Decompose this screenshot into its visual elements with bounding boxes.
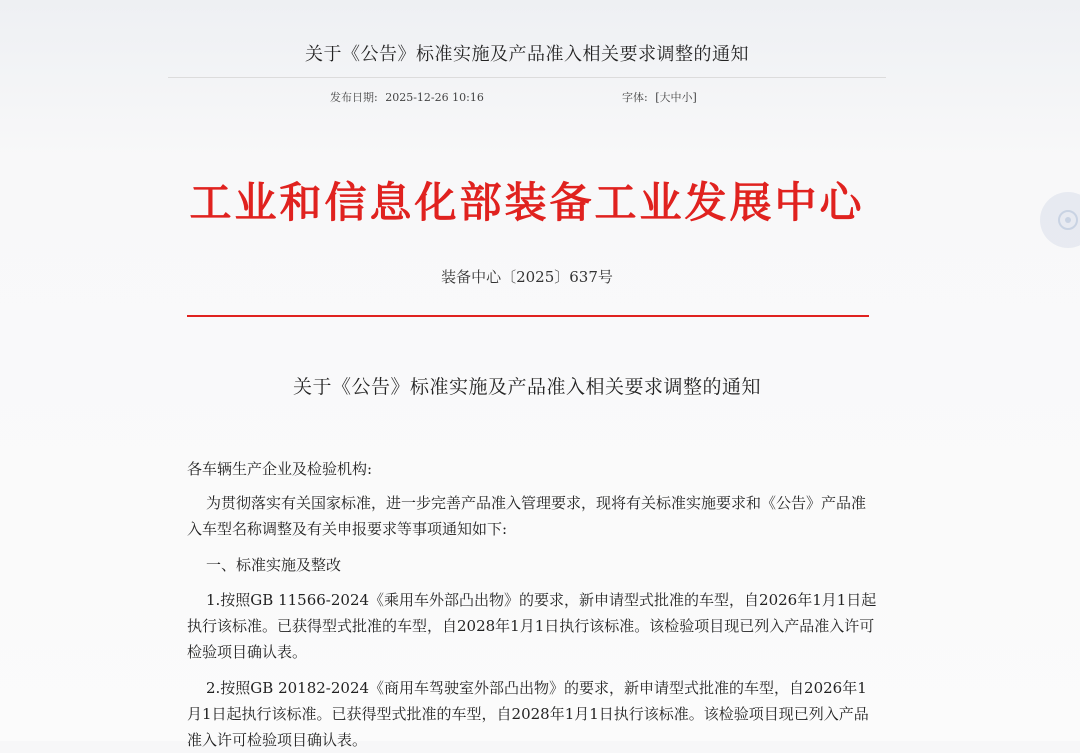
red-divider <box>187 315 869 317</box>
font-size-selector <box>622 89 701 105</box>
intro-paragraph: 为贯彻落实有关国家标准，进一步完善产品准入管理要求，现将有关标准实施要求和《公告》产品准入车型名称调整及有关申报要求等事项通知如下: <box>187 494 867 538</box>
document-number: 装备中心〔2025〕637号 <box>441 268 613 286</box>
publish-date-row <box>330 89 488 105</box>
publish-date-value: 2025-12-26 10:16 <box>385 91 484 104</box>
list-item: 2.按照GB 20182-2024《商用车驾驶室外部凸出物》的要求，新申请型式批准的车型，自2026年1月1日起执行该标准。已获得型式批准的车型，自2028年1月1日执行该标准。该检验项目现已列入产品准入许可检验项目确认表。 <box>187 679 869 749</box>
issuing-organization: 工业和信息化部装备工业发展中心 <box>189 178 865 227</box>
header-divider <box>168 77 886 78</box>
font-size-label: 字体: <box>622 91 648 104</box>
floating-widget-icon <box>1055 207 1080 233</box>
font-size-options[interactable]: [大中小] <box>655 91 697 104</box>
section-heading: 一、标准实施及整改 <box>206 556 342 574</box>
publish-date-label: 发布日期: <box>330 91 378 104</box>
page-header-title: 关于《公告》标准实施及产品准入相关要求调整的通知 <box>305 44 749 65</box>
salutation: 各车辆生产企业及检验机构: <box>187 460 373 478</box>
list-item: 1.按照GB 11566-2024《乘用车外部凸出物》的要求，新申请型式批准的车型，自2026年1月1日起执行该标准。已获得型式批准的车型，自2028年1月1日执行该标准。该检验项目现已列入产品准入许可检验项目确认表。 <box>187 591 877 661</box>
notice-title: 关于《公告》标准实施及产品准入相关要求调整的通知 <box>292 376 761 398</box>
